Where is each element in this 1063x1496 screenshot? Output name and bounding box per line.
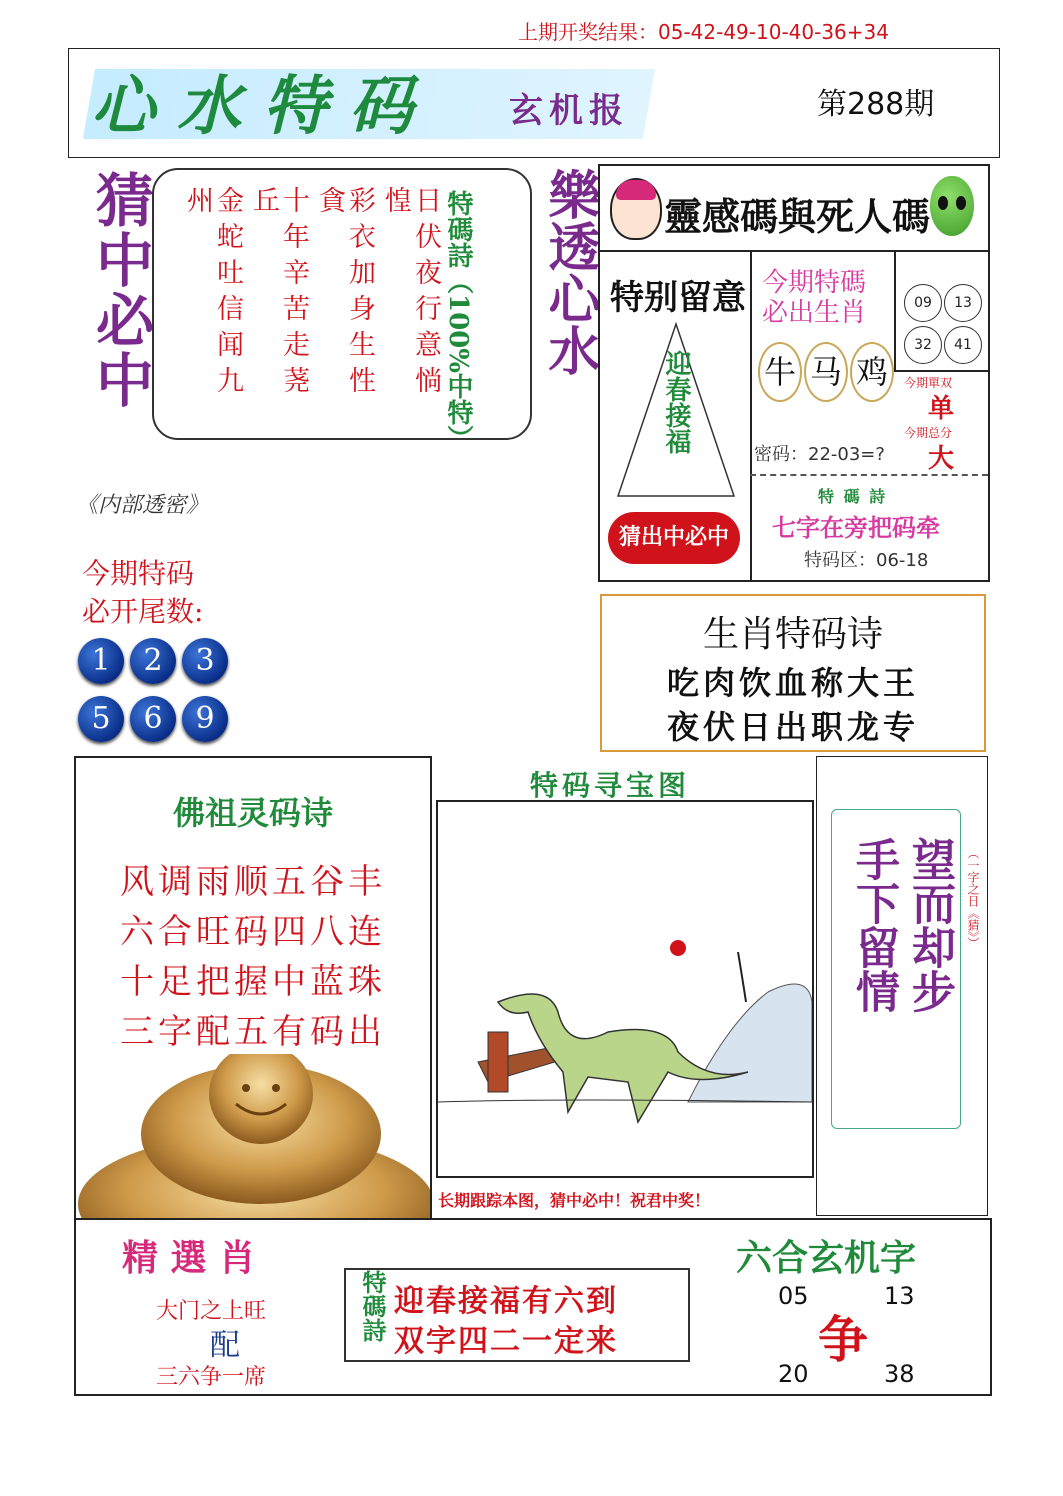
bottom-poem-line2: 双字四二一定来 <box>394 1324 618 1359</box>
tail-ball-3: 3 <box>182 638 228 684</box>
last-result: 上期开奖结果：05-42-49-10-40-36+34 <box>518 20 889 44</box>
masthead-subtitle: 玄机报 <box>509 91 629 131</box>
issue-number: 第288期 <box>817 87 935 122</box>
poem-grid-box <box>152 168 532 451</box>
total-value: 大 <box>928 444 955 474</box>
zodiac-1: 牛 <box>758 342 802 402</box>
bottom-right-title: 六合玄机字 <box>736 1238 917 1279</box>
bottom-left-title-text: 精 選 肖 <box>122 1237 256 1279</box>
number-2: 13 <box>944 284 982 322</box>
poem-line: 七字在旁把码牵 <box>772 513 940 542</box>
internal-line2: 必开尾数: <box>82 595 204 628</box>
poem-column-1: 金蛇吐信闻九州 <box>182 186 243 402</box>
number-3: 32 <box>904 326 942 364</box>
special-note: 特别留意 <box>610 278 746 318</box>
bottom-poem-line1: 迎春接福有六到 <box>394 1284 618 1319</box>
riddle-line-1: 望而却步 <box>904 837 955 1013</box>
bottom-num-4: 38 <box>884 1360 915 1388</box>
buddha-line-4: 三字配五有码出 <box>120 1012 386 1052</box>
total-label: 今期总分 <box>904 426 953 440</box>
zodiac-2: 马 <box>804 342 848 402</box>
bottom-poem-box <box>344 1268 690 1362</box>
bottom-char: 争 <box>818 1310 868 1369</box>
red-badge: 猜出中必中 <box>608 512 740 564</box>
dragon-illustration <box>438 802 812 1176</box>
left-slogan: 猜中必中 <box>86 170 154 410</box>
skull-icon <box>930 176 974 236</box>
ling-gan-box <box>598 164 990 582</box>
ling-gan-title: 靈感碼與死人碼 <box>664 194 931 239</box>
zodiac-poem-line1: 吃肉饮血称大王 <box>666 664 919 702</box>
number-1: 09 <box>904 284 942 322</box>
bottom-left-line2: 配 <box>210 1328 240 1363</box>
bottom-left-title <box>122 1230 255 1281</box>
treasure-caption: 长期跟踪本图，猜中必中！祝君中奖！ <box>438 1191 711 1210</box>
riddle-box <box>816 756 988 1216</box>
tail-ball-6: 9 <box>182 696 228 742</box>
treasure-map <box>436 800 814 1178</box>
zodiac-poem-title: 生肖特码诗 <box>702 614 883 655</box>
special-note-col <box>600 250 752 580</box>
this-issue-label: 今期特碼 <box>762 268 867 298</box>
poem-column-3: 彩衣加身生性貪 <box>314 186 375 402</box>
internal-label: 《内部透密》 <box>76 493 209 518</box>
poem-column-4: 日伏夜行意惝惶 <box>380 186 441 402</box>
right-slogan: 樂透心水 <box>539 168 600 376</box>
zodiac-poem-box <box>600 594 986 752</box>
masthead-title: 心水特码 <box>91 69 435 144</box>
buddha-image <box>76 1054 430 1218</box>
number-4: 41 <box>944 326 982 364</box>
secret-code: 密码：22-03=? <box>754 444 885 465</box>
buddha-box <box>74 756 432 1218</box>
bottom-num-3: 20 <box>778 1360 809 1388</box>
divider <box>750 474 988 476</box>
odd-even-value: 单 <box>928 394 955 424</box>
ling-gan-header <box>600 166 988 252</box>
tail-ball-5: 6 <box>130 696 176 742</box>
buddha-line-2: 六合旺码四八连 <box>120 912 386 952</box>
tail-ball-4: 5 <box>78 696 124 742</box>
must-zodiac-label: 必出生肖 <box>762 298 867 328</box>
masthead <box>68 48 1000 158</box>
triangle-text: 迎春接福 <box>661 350 691 454</box>
riddle-hint: （一字之日《猜》） <box>966 847 980 949</box>
buddha-line-1: 风调雨顺五谷丰 <box>120 862 386 902</box>
bottom-poem-label: 特碼詩 <box>358 1270 387 1342</box>
internal-line1: 今期特码 <box>82 557 195 590</box>
bottom-left-line1: 大门之上旺 <box>156 1299 267 1324</box>
tail-ball-1: 1 <box>78 638 124 684</box>
odd-even-label: 今期單双 <box>904 376 953 390</box>
buddha-title: 佛祖灵码诗 <box>172 794 333 832</box>
poem-grid-columns <box>182 186 441 426</box>
riddle-line-2: 手下留情 <box>848 837 899 1013</box>
poem-grid-label: 特碼詩（100%中特） <box>443 190 473 451</box>
bottom-left-line3: 三六争一席 <box>156 1365 267 1390</box>
tail-ball-2: 2 <box>130 638 176 684</box>
bottom-num-2: 13 <box>884 1282 915 1310</box>
bottom-num-1: 05 <box>778 1282 809 1310</box>
treasure-title: 特码寻宝图 <box>530 769 691 802</box>
zone-text: 特码区：06-18 <box>804 550 929 571</box>
zodiac-poem-line2: 夜伏日出职龙专 <box>666 708 919 746</box>
poem-label: 特 碼 詩 <box>818 487 888 506</box>
bottom-box <box>74 1218 992 1396</box>
face-icon <box>610 178 662 240</box>
buddha-line-3: 十足把握中蓝珠 <box>120 962 386 1002</box>
zodiac-3: 鸡 <box>850 342 894 402</box>
poem-column-2: 十年辛苦走荛丘 <box>248 186 309 402</box>
